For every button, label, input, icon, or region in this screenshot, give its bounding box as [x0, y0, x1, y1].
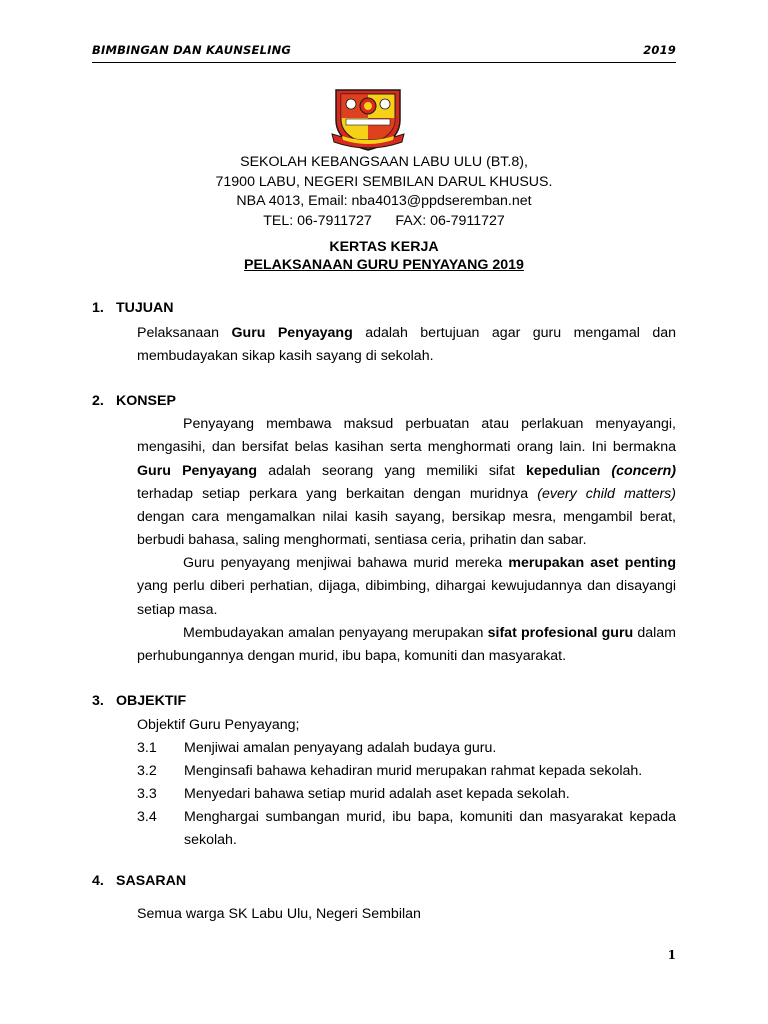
section-title: OBJEKTIF [116, 693, 187, 709]
bold-term: sifat profesional guru [487, 625, 634, 641]
section-heading-sasaran [92, 873, 186, 889]
bold-term: kepedulian [526, 462, 612, 479]
text-run: terhadap setiap perkara yang berkaitan dengan muridnya [137, 485, 538, 502]
header-rule [92, 62, 676, 63]
objektif-item [137, 737, 676, 760]
page-number: 1 [667, 948, 676, 962]
school-crest-logo [330, 84, 406, 154]
text-run: adalah seorang yang memiliki sifat [257, 462, 527, 479]
section-heading-objektif [92, 693, 186, 709]
section-number: 3. [92, 693, 104, 709]
item-number: 3.1 [137, 740, 157, 756]
section-number: 4. [92, 873, 104, 889]
address-line-2: 71900 LABU, NEGERI SEMBILAN DARUL KHUSUS. [215, 173, 553, 190]
text-run: dalam perhubungannya dengan murid, ibu bapa, komuniti dan masyarakat. [137, 625, 676, 665]
italic-term: (every child matters) [537, 485, 676, 502]
title-line-2: PELAKSANAAN GURU PENYAYANG 2019 [244, 257, 524, 273]
konsep-paragraph-3 [137, 622, 676, 669]
objektif-intro: Objektif Guru Penyayang; [137, 717, 300, 733]
item-number: 3.4 [137, 809, 157, 825]
tujuan-paragraph [137, 322, 676, 369]
item-number: 3.2 [137, 763, 157, 779]
address-line-4: TEL: 06-7911727 FAX: 06-7911727 [263, 212, 505, 229]
section-heading-konsep [92, 393, 176, 409]
section-number: 2. [92, 393, 104, 409]
item-text: Menginsafi bahawa kehadiran murid merupakan rahmat kepada sekolah. [184, 763, 643, 779]
header-left-text: BIMBINGAN DAN KAUNSELING [92, 43, 292, 57]
objektif-item [137, 760, 676, 783]
section-title: KONSEP [116, 393, 176, 409]
sasaran-text: Semua warga SK Labu Ulu, Negeri Sembilan [137, 906, 421, 922]
bold-italic-term: (concern) [611, 462, 676, 479]
item-text: Menyedari bahawa setiap murid adalah aset kepada sekolah. [184, 786, 570, 802]
section-title: TUJUAN [116, 300, 174, 316]
section-number: 1. [92, 300, 104, 316]
text-run: adalah bertujuan agar guru mengamal dan membudayakan sikap kasih sayang di sekolah. [137, 325, 676, 365]
text-run: yang perlu diberi perhatian, dijaga, dibimbing, dihargai kewujudannya dan disayangi setiap masa. [137, 578, 676, 618]
konsep-paragraph-1 [137, 413, 676, 553]
page-header [92, 43, 676, 63]
text-run: Penyayang membawa maksud perbuatan atau perlakuan menyayangi, mengasihi, dan bersifat belas kasihan serta menghormati orang lain. Ini bermakna [137, 416, 676, 456]
text-run: dengan cara mengamalkan nilai kasih sayang, bersikap mesra, mengambil berat, berbudi bahasa, saling menghormati, sentiasa ceria, prihatin dan sabar. [137, 509, 676, 549]
item-number: 3.3 [137, 786, 157, 802]
bold-term: Guru Penyayang [137, 462, 257, 479]
item-text: Menghargai sumbangan murid, ibu bapa, komuniti dan masyarakat kepada sekolah. [184, 809, 676, 849]
text-run: Membudayakan amalan penyayang merupakan [183, 625, 488, 641]
title-line-1: KERTAS KERJA [329, 239, 439, 255]
bold-term: Guru Penyayang [231, 325, 353, 341]
address-line-3: NBA 4013, Email: nba4013@ppdseremban.net [236, 193, 532, 209]
text-run: Pelaksanaan [137, 325, 232, 341]
address-line-1: SEKOLAH KEBANGSAAN LABU ULU (BT.8), [240, 154, 528, 170]
objektif-item [137, 783, 676, 806]
objektif-item [137, 806, 676, 853]
section-heading-tujuan [92, 300, 174, 316]
school-address-block [0, 153, 768, 231]
konsep-paragraph-2 [137, 552, 676, 622]
document-title [0, 238, 768, 274]
item-text: Menjiwai amalan penyayang adalah budaya guru. [184, 740, 497, 756]
header-year: 2019 [643, 43, 676, 57]
text-run: Guru penyayang menjiwai bahawa murid mereka [183, 555, 509, 571]
section-title: SASARAN [116, 873, 187, 889]
bold-term: merupakan aset penting [508, 555, 676, 571]
